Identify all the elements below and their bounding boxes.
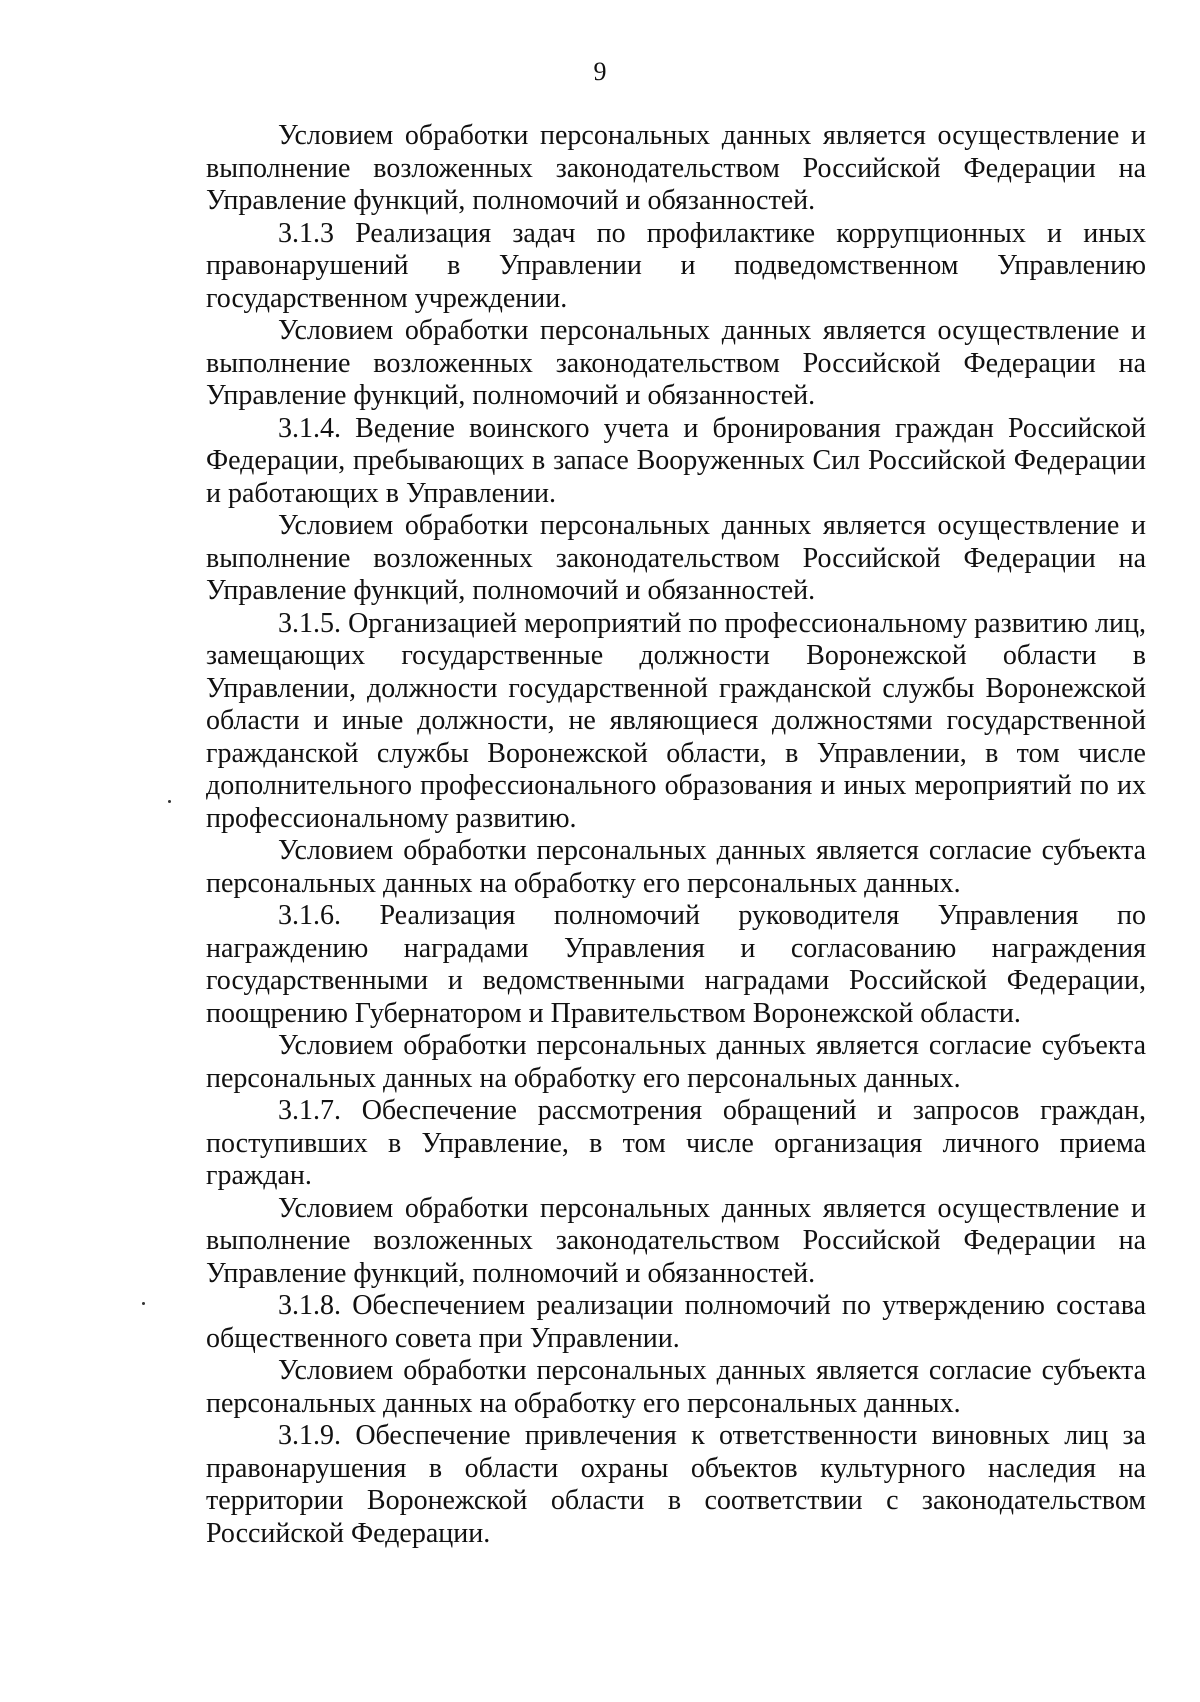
paragraph-condition-4: Условием обработки персональных данных является согласие субъекта персональных данных на обработку его персональных данных. [206,835,1146,899]
paragraph-condition-6: Условием обработки персональных данных является осуществление и выполнение возложенных законодательством Российской Федерации на Управление функций, полномочий и обязанностей. [206,1192,1146,1289]
paragraph-condition-5: Условием обработки персональных данных является согласие субъекта персональных данных на обработку его персональных данных. [206,1030,1146,1094]
paragraph-condition-2: Условием обработки персональных данных является осуществление и выполнение возложенных законодательством Российской Федерации на Управление функций, полномочий и обязанностей. [206,315,1146,411]
paragraph-condition-7: Условием обработки персональных данных является согласие субъекта персональных данных на обработку его персональных данных. [206,1355,1146,1419]
paragraph-3-1-9: 3.1.9. Обеспечение привлечения к ответственности виновных лиц за правонарушения в области охраны объектов культурного наследия на территории Воронежской области в соответствии с законодательством Российской Федерации. [206,1420,1146,1549]
paragraph-3-1-3: 3.1.3 Реализация задач по профилактике коррупционных и иных правонарушений в Управлении и подведомственном Управлению государственном учреждении. [206,217,1146,314]
page-number: 9 [593,57,607,86]
document-body [206,120,1146,1550]
paragraph-3-1-4: 3.1.4. Ведение воинского учета и бронирования граждан Российской Федерации, пребывающих в запасе Вооруженных Сил Российской Федерации и работающих в Управлении. [206,412,1146,509]
paragraph-3-1-7: 3.1.7. Обеспечение рассмотрения обращений и запросов граждан, поступивших в Управление, в том числе организация личного приема граждан. [206,1095,1146,1191]
scan-speck [142,1302,145,1305]
paragraph-3-1-5: 3.1.5. Организацией мероприятий по профессиональному развитию лиц, замещающих государственные должности Воронежской области в Управлении, должности государственной гражданской службы Воронежской области и иные должности, не являющиеся должностями государственной гражданской службы Воронежской области, в Управлении, в том числе дополнительного профессионального образования и иных мероприятий по их профессиональному развитию. [206,607,1146,834]
paragraph-condition-1: Условием обработки персональных данных является осуществление и выполнение возложенных законодательством Российской Федерации на Управление функций, полномочий и обязанностей. [206,120,1146,216]
paragraph-condition-3: Условием обработки персональных данных является осуществление и выполнение возложенных законодательством Российской Федерации на Управление функций, полномочий и обязанностей. [206,510,1146,606]
scan-speck [168,800,171,803]
paragraph-3-1-8: 3.1.8. Обеспечением реализации полномочий по утверждению состава общественного совета при Управлении. [206,1290,1146,1354]
paragraph-3-1-6: 3.1.6. Реализация полномочий руководителя Управления по награждению наградами Управления и согласованию награждения государственными и ведомственными наградами Российской Федерации, поощрению Губернатором и Правительством Воронежской области. [206,900,1146,1029]
